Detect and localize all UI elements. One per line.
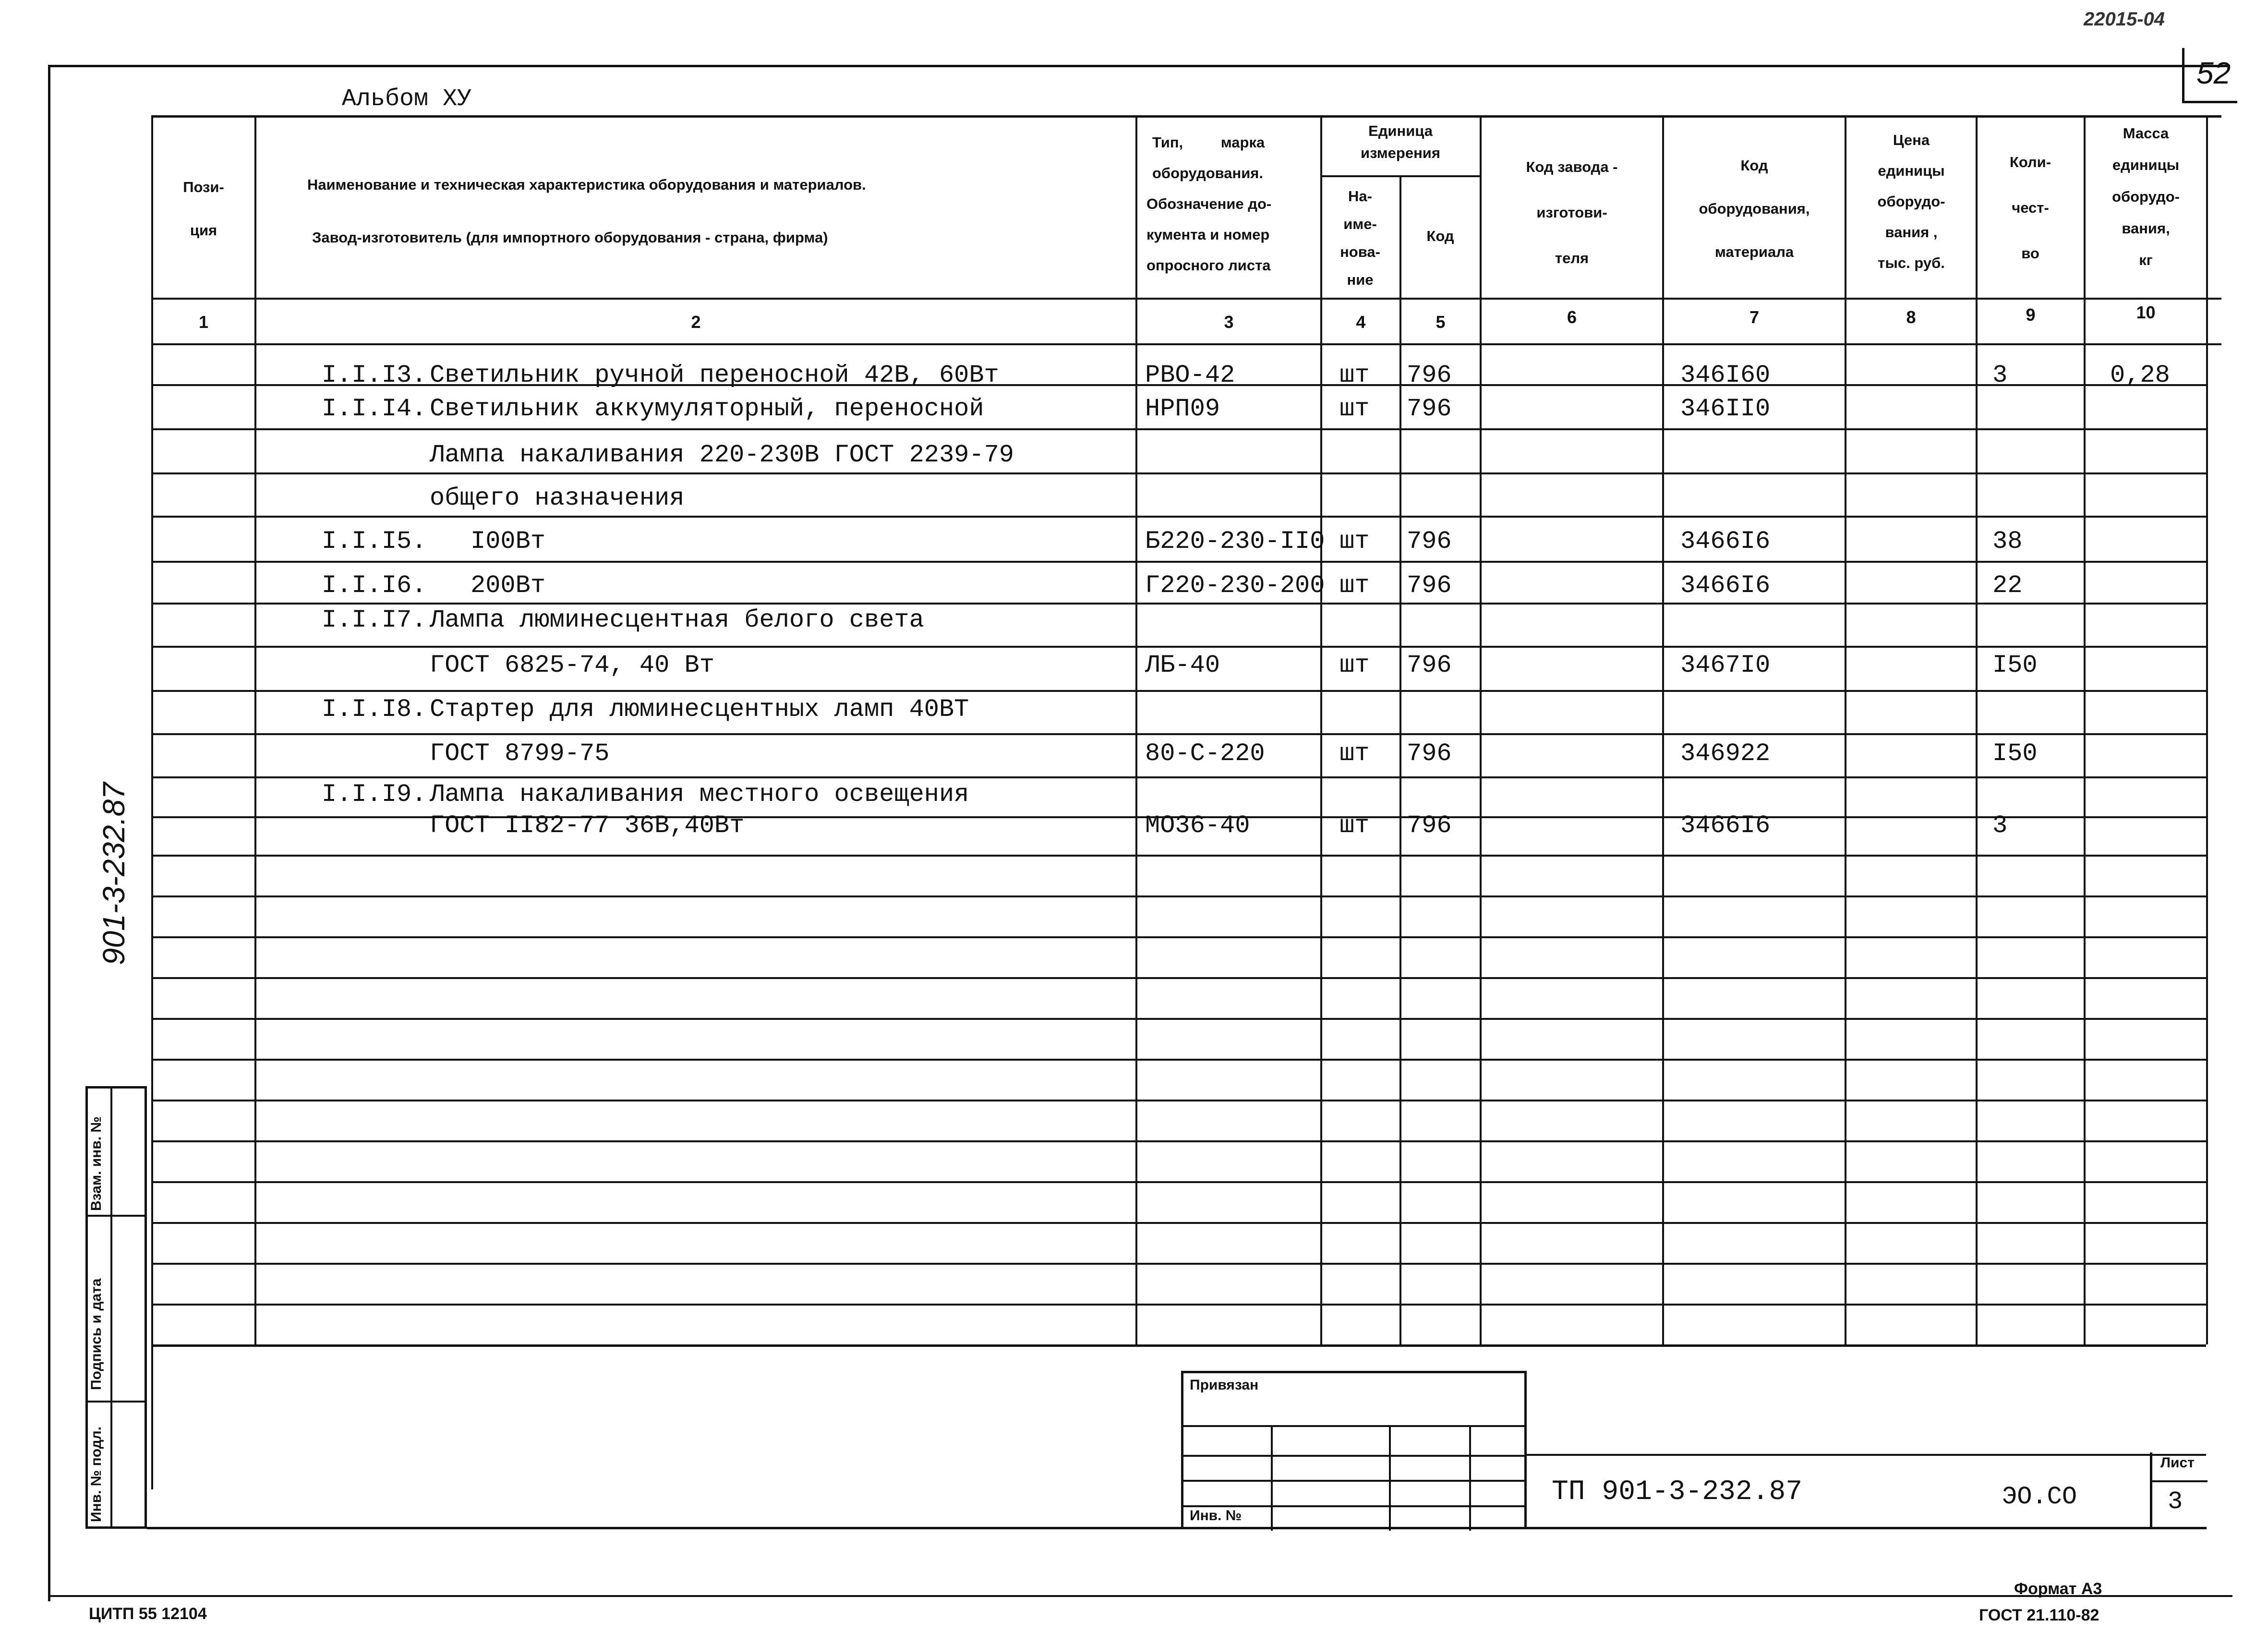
side-stamp-podpis: Подпись и дата: [88, 1278, 104, 1390]
header-col-3: Тип, марка оборудования. Обозначение до- кумента и номер опросного листа: [1146, 134, 1272, 274]
header-col-1: Пози- ция: [183, 179, 224, 239]
column-number: 1: [198, 312, 209, 332]
row-6-unit: шт: [1339, 571, 1370, 600]
header-col-5: Код: [1426, 228, 1454, 244]
header-col-4: На- име- нова- ние: [1340, 188, 1380, 288]
column-number: 9: [2026, 305, 2036, 325]
footer-gost: ГОСТ 21.110-82: [1979, 1606, 2099, 1624]
header-col-8: Цена единицы оборудо- вания , тыс. руб.: [1877, 132, 1945, 271]
row-12-code: 796: [1407, 811, 1452, 840]
row-2-pos: I.I.I4.: [322, 395, 427, 423]
sheet-label: Лист: [2160, 1455, 2195, 1471]
row-7-name: Лампа люминесцентная белого света: [430, 606, 924, 634]
footer-left: ЦИТП 55 12104: [89, 1605, 207, 1623]
row-8-equip-code: 3467I0: [1680, 651, 1771, 679]
row-9-name: Стартер для люминесцентных ламп 40ВТ: [430, 695, 969, 724]
header-col-9: Коли- чест- во: [2009, 154, 2051, 262]
doc-code: ТП 901-3-232.87: [1552, 1476, 1803, 1508]
footer-format: Формат А3: [2014, 1580, 2102, 1598]
row-6-qty: 22: [1992, 571, 2023, 600]
row-10-code: 796: [1407, 739, 1452, 768]
row-8-code: 796: [1407, 651, 1452, 679]
row-1-name: Светильник ручной переносной 42В, 60Вт: [430, 361, 999, 389]
row-9-pos: I.I.I8.: [322, 695, 427, 724]
row-10-equip-code: 346922: [1680, 739, 1771, 768]
row-12-equip-code: 3466I6: [1680, 811, 1771, 840]
header-col-10: Масса единицы оборудо- вания, кг: [2112, 125, 2180, 268]
row-6-pos: I.I.I6.: [322, 571, 427, 600]
row-10-type: 80-С-220: [1145, 739, 1265, 768]
row-12-name: ГОСТ II82-77 36В,40Вт: [430, 811, 745, 840]
row-1-type: РВО-42: [1145, 361, 1235, 389]
side-stamp-inv-podl: Инв. № подл.: [88, 1426, 104, 1522]
row-12-type: МО36-40: [1145, 811, 1250, 840]
row-11-name: Лампа накаливания местного освещения: [430, 780, 969, 809]
inv-no-label: Инв. №: [1190, 1508, 1242, 1524]
row-1-mass: 0,28: [2110, 361, 2170, 389]
row-12-unit: шт: [1339, 811, 1370, 840]
row-6-type: Г220-230-200: [1145, 571, 1325, 600]
column-numbers-row: [0, 302, 2268, 341]
column-number: 5: [1436, 312, 1446, 332]
sheet-top-number: 52: [2196, 56, 2231, 90]
row-3-name: Лампа накаливания 220-230В ГОСТ 2239-79: [430, 441, 1014, 469]
row-11-pos: I.I.I9.: [322, 780, 427, 809]
row-2-type: НРП09: [1145, 395, 1220, 423]
row-8-qty: I50: [1992, 651, 2038, 679]
side-stamp-vzam: Взам. инв. №: [88, 1116, 104, 1211]
row-5-code: 796: [1407, 527, 1452, 556]
row-2-unit: шт: [1339, 395, 1370, 423]
row-1-pos: I.I.I3.: [322, 361, 427, 389]
row-8-unit: шт: [1339, 651, 1370, 679]
column-number: 4: [1356, 312, 1366, 332]
row-1-qty: 3: [1992, 361, 2008, 389]
column-number: 7: [1749, 307, 1760, 327]
row-12-qty: 3: [1992, 811, 2008, 840]
row-7-pos: I.I.I7.: [322, 606, 427, 634]
header-col-6: Код завода - изготови- теля: [1526, 158, 1618, 266]
row-2-code: 796: [1407, 395, 1452, 423]
row-10-name: ГОСТ 8799-75: [430, 739, 610, 768]
album-label: Альбом ХУ: [342, 85, 472, 113]
row-5-qty: 38: [1992, 527, 2023, 556]
row-5-name: I00Вт: [470, 527, 546, 556]
header-col-2: Наименование и техническая характеристика оборудования и материалов. Завод-изготовитель (для импортного оборудования - страна, фирма): [307, 176, 866, 246]
row-8-type: ЛБ-40: [1145, 651, 1220, 679]
doc-code-top-line: [1527, 1454, 2206, 1456]
column-number: 3: [1224, 312, 1234, 332]
row-5-equip-code: 3466I6: [1680, 527, 1771, 556]
row-10-qty: I50: [1992, 739, 2038, 768]
row-5-pos: I.I.I5.: [322, 527, 427, 556]
privyazan-box: [1181, 1371, 1527, 1529]
header-unit-group: Единица измерения: [1361, 122, 1440, 161]
row-8-name: ГОСТ 6825-74, 40 Вт: [430, 651, 714, 679]
corner-code: 22015-04: [2084, 9, 2165, 30]
privyazan-label: Привязан: [1190, 1377, 1259, 1393]
row-1-unit: шт: [1339, 361, 1370, 389]
row-10-unit: шт: [1339, 739, 1370, 768]
column-number: 8: [1906, 307, 1916, 327]
row-5-unit: шт: [1339, 527, 1370, 556]
row-6-name: 200Вт: [470, 571, 546, 600]
row-6-code: 796: [1407, 571, 1452, 600]
row-2-name: Светильник аккумуляторный, переносной: [430, 395, 984, 423]
title-block-bottom: [147, 1527, 2207, 1529]
row-5-type: Б220-230-II0: [1145, 527, 1325, 556]
row-1-equip-code: 346I60: [1680, 361, 1771, 389]
row-6-equip-code: 3466I6: [1680, 571, 1771, 600]
row-4-name: общего назначения: [430, 484, 685, 512]
column-number: 2: [691, 312, 701, 332]
header-col-7: Код оборудования, материала: [1699, 157, 1810, 260]
section-code: ЭО.СО: [2002, 1483, 2077, 1511]
sheet-number: 3: [2168, 1488, 2183, 1516]
side-doc-number: 901-3-232.87: [97, 782, 131, 965]
column-number: 6: [1567, 307, 1577, 327]
row-1-code: 796: [1407, 361, 1452, 389]
column-number: 10: [2136, 302, 2156, 322]
row-2-equip-code: 346II0: [1680, 395, 1771, 423]
